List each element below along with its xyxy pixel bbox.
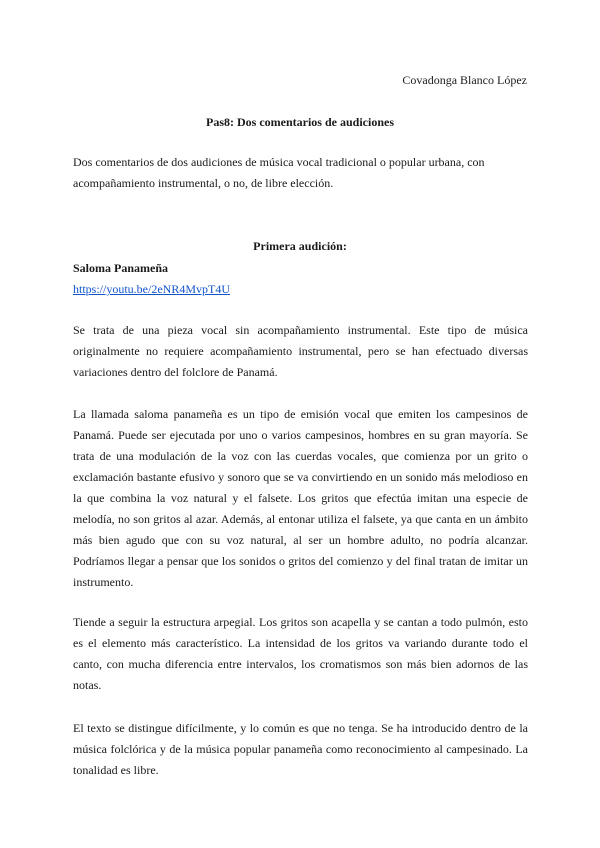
paragraph-4: El texto se distingue difícilmente, y lo común es que no tenga. Se ha introducido dentro de la música folclórica y de la música popular panameña como reconocimiento al campesinado. La tonalidad es libre. xyxy=(73,721,528,777)
paragraph-3: Tiende a seguir la estructura arpegial. Los gritos son acapella y se cantan a todo pulmón, esto es el elemento más característico. La intensidad de los gritos va variando durante todo el canto, con mucha diferencia entre intervalos, los cromatismos son más bien adornos de las notas. xyxy=(73,615,528,692)
youtube-link[interactable]: https://youtu.be/2eNR4MvpT4U xyxy=(73,282,230,296)
section-heading: Primera audición: xyxy=(253,239,347,253)
paragraph-2: La llamada saloma panameña es un tipo de emisión vocal que emiten los campesinos de Panamá. Puede ser ejecutada por uno o varios campesinos, hombres en su gran mayoría. Se trata de una modulación de la voz con las cuerdas vocales, que comienza por un grito o exclamación bastante efusivo y sonoro que se va convirtiendo en un sonido más melodioso en la que combina la voz natural y el falsete. Los gritos que efectúa imitan una especie de melodía, no son gritos al azar. Además, al entonar utiliza el falsete, ya que canta en un ámbito más bien agudo que con su voz natural, al ser un hombre adulto, no podría alcanzar. Podríamos llegar a pensar que los sonidos o gritos del comienzo y del final tratan de imitar un instrumento. xyxy=(73,407,528,589)
author-name: Covadonga Blanco López xyxy=(402,73,527,87)
document-title: Pas8: Dos comentarios de audiciones xyxy=(206,115,394,129)
piece-title: Saloma Panameña xyxy=(73,261,169,275)
paragraph-1: Se trata de una pieza vocal sin acompañamiento instrumental. Este tipo de música originalmente no requiere acompañamiento instrumental, pero se han efectuado diversas variaciones dentro del folclore de Panamá. xyxy=(73,323,528,379)
intro-paragraph: Dos comentarios de dos audiciones de música vocal tradicional o popular urbana, con acompañamiento instrumental, o no, de libre elección. xyxy=(73,155,485,190)
